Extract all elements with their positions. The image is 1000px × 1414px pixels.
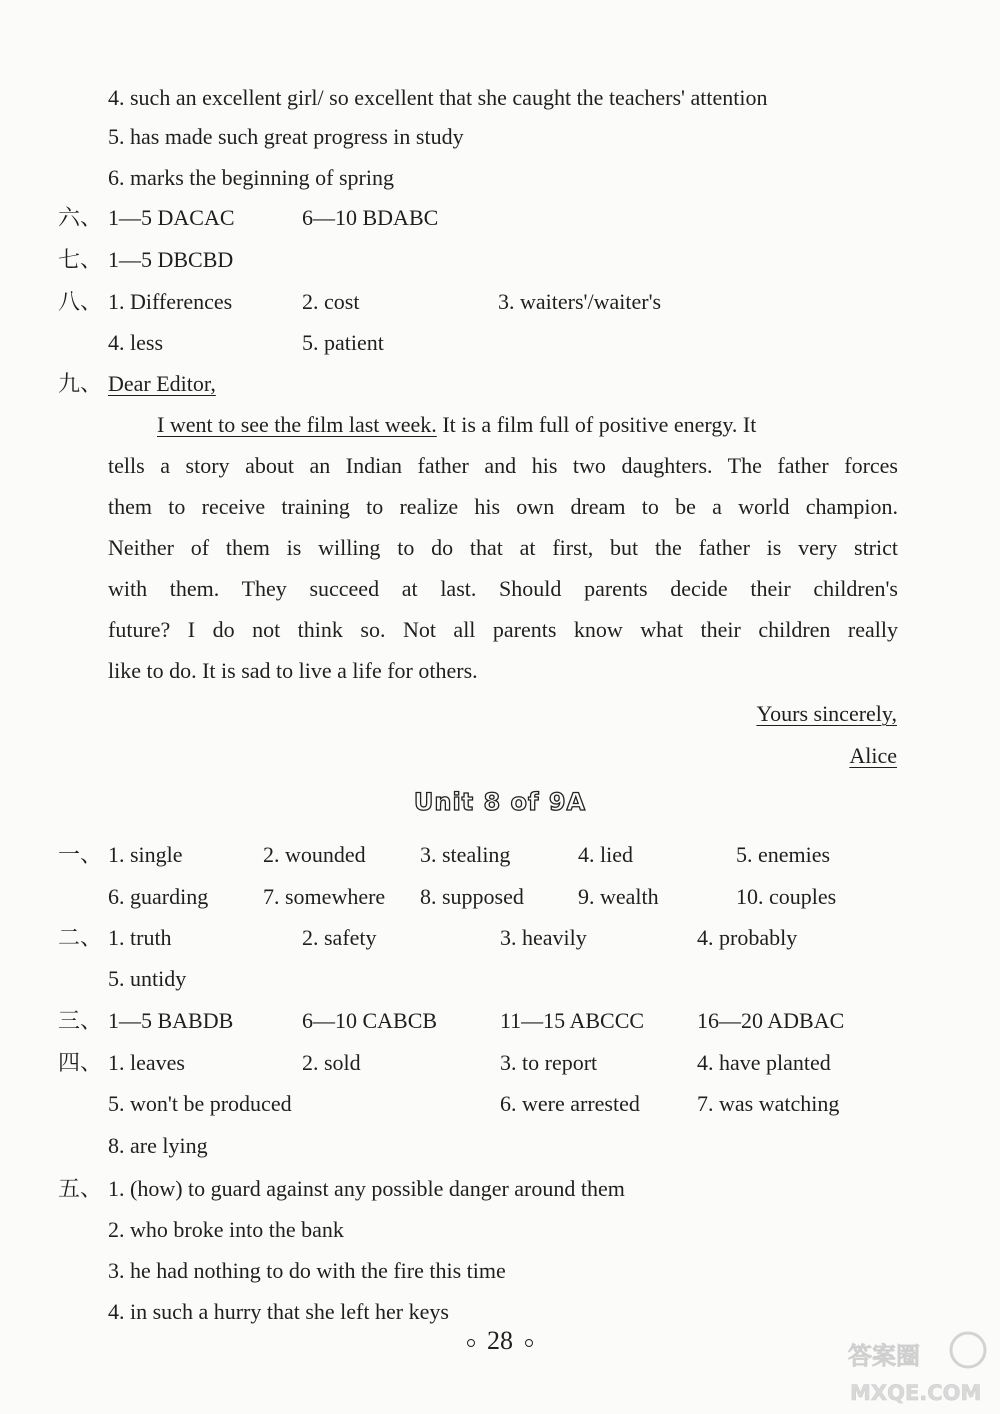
u2-answer-5: 5. untidy bbox=[108, 966, 187, 991]
unit-section-marker-1: 一、 bbox=[58, 842, 103, 867]
u2-answer-3: 3. heavily bbox=[500, 925, 587, 950]
u1-answer-2: 2. wounded bbox=[263, 842, 366, 867]
unit-title: Unit 8 of 9A bbox=[413, 788, 587, 816]
u1-answer-10: 10. couples bbox=[736, 884, 837, 909]
u2-answer-2: 2. safety bbox=[302, 925, 377, 950]
unit-section-marker-4: 四、 bbox=[58, 1050, 103, 1075]
u3-answers-16-20: 16—20 ADBAC bbox=[697, 1008, 845, 1033]
u2-answer-1: 1. truth bbox=[108, 925, 172, 950]
letter-line-1-rest: It is a film full of positive energy. It bbox=[436, 412, 757, 437]
letter-line-3: them to receive training to realize his own dream to be a world champion. bbox=[108, 494, 898, 519]
u4-answer-4: 4. have planted bbox=[697, 1050, 831, 1075]
letter-line-7: like to do. It is sad to live a life for others. bbox=[108, 658, 478, 683]
u4-answer-3: 3. to report bbox=[500, 1050, 598, 1075]
u1-answer-8: 8. supposed bbox=[420, 884, 524, 909]
u4-answer-2: 2. sold bbox=[302, 1050, 361, 1075]
u5-answer-2: 2. who broke into the bank bbox=[108, 1217, 344, 1242]
u1-answer-7: 7. somewhere bbox=[263, 884, 386, 909]
u2-answer-4: 4. probably bbox=[697, 925, 798, 950]
u4-answer-6: 6. were arrested bbox=[500, 1091, 640, 1116]
u4-answer-7: 7. was watching bbox=[697, 1091, 840, 1116]
u3-answers-6-10: 6—10 CABCB bbox=[302, 1008, 438, 1033]
u3-answers-1-5: 1—5 BABDB bbox=[108, 1008, 234, 1033]
unit-section-marker-3: 三、 bbox=[58, 1008, 103, 1033]
letter-line-2: tells a story about an Indian father and his two daughters. The father forces bbox=[108, 453, 898, 478]
letter-first-sentence: I went to see the film last week. bbox=[157, 412, 437, 437]
sec8-answer-4: 4. less bbox=[108, 330, 163, 355]
answer-5-5: 5. has made such great progress in study bbox=[108, 124, 464, 149]
letter-line-5: with them. They succeed at last. Should parents decide their children's bbox=[108, 576, 898, 601]
sec7-answers-1-5: 1—5 DBCBD bbox=[108, 247, 234, 272]
watermark-logo bbox=[844, 1326, 994, 1410]
sec6-answers-6-10: 6—10 BDABC bbox=[302, 205, 439, 230]
u4-answer-8: 8. are lying bbox=[108, 1133, 208, 1158]
u3-answers-11-15: 11—15 ABCCC bbox=[500, 1008, 645, 1033]
u1-answer-1: 1. single bbox=[108, 842, 183, 867]
u4-answer-1: 1. leaves bbox=[108, 1050, 185, 1075]
sec6-answers-1-5: 1—5 DACAC bbox=[108, 205, 235, 230]
sec8-answer-1: 1. Differences bbox=[108, 289, 233, 314]
u5-answer-1: 1. (how) to guard against any possible danger around them bbox=[108, 1176, 625, 1201]
answer-5-6: 6. marks the beginning of spring bbox=[108, 165, 394, 190]
watermark-ring bbox=[951, 1333, 985, 1367]
letter-paragraph-line-1 bbox=[157, 410, 897, 440]
letter-line-6: future? I do not think so. Not all parents know what their children really bbox=[108, 617, 898, 642]
u5-answer-3: 3. he had nothing to do with the fire this time bbox=[108, 1258, 506, 1283]
u1-answer-6: 6. guarding bbox=[108, 884, 209, 909]
page-number-value: 28 bbox=[487, 1326, 513, 1355]
watermark-chinese: 答案圈 bbox=[848, 1342, 920, 1370]
letter-signature: Alice bbox=[849, 743, 897, 768]
u5-answer-4: 4. in such a hurry that she left her keys bbox=[108, 1299, 449, 1324]
section-marker-7: 七、 bbox=[58, 247, 103, 272]
sec8-answer-3: 3. waiters'/waiter's bbox=[498, 289, 662, 314]
sec8-answer-2: 2. cost bbox=[302, 289, 360, 314]
section-marker-8: 八、 bbox=[58, 289, 103, 314]
letter-salutation: Dear Editor, bbox=[108, 371, 216, 396]
watermark-url: MXQE.COM bbox=[850, 1381, 982, 1405]
sec8-answer-5: 5. patient bbox=[302, 330, 384, 355]
unit-section-marker-5: 五、 bbox=[58, 1176, 103, 1201]
section-marker-6: 六、 bbox=[58, 205, 103, 230]
u4-answer-5: 5. won't be produced bbox=[108, 1091, 292, 1116]
page-number-dot-right bbox=[525, 1339, 533, 1347]
letter-closing: Yours sincerely, bbox=[756, 701, 897, 726]
u1-answer-3: 3. stealing bbox=[420, 842, 511, 867]
u1-answer-4: 4. lied bbox=[578, 842, 633, 867]
letter-line-4: Neither of them is willing to do that at first, but the father is very strict bbox=[108, 535, 898, 560]
u1-answer-9: 9. wealth bbox=[578, 884, 659, 909]
section-marker-9: 九、 bbox=[58, 371, 103, 396]
page-number-dot-left bbox=[467, 1339, 475, 1347]
u1-answer-5: 5. enemies bbox=[736, 842, 831, 867]
answer-5-4: 4. such an excellent girl/ so excellent that she caught the teachers' attention bbox=[108, 85, 768, 110]
unit-section-marker-2: 二、 bbox=[58, 925, 103, 950]
